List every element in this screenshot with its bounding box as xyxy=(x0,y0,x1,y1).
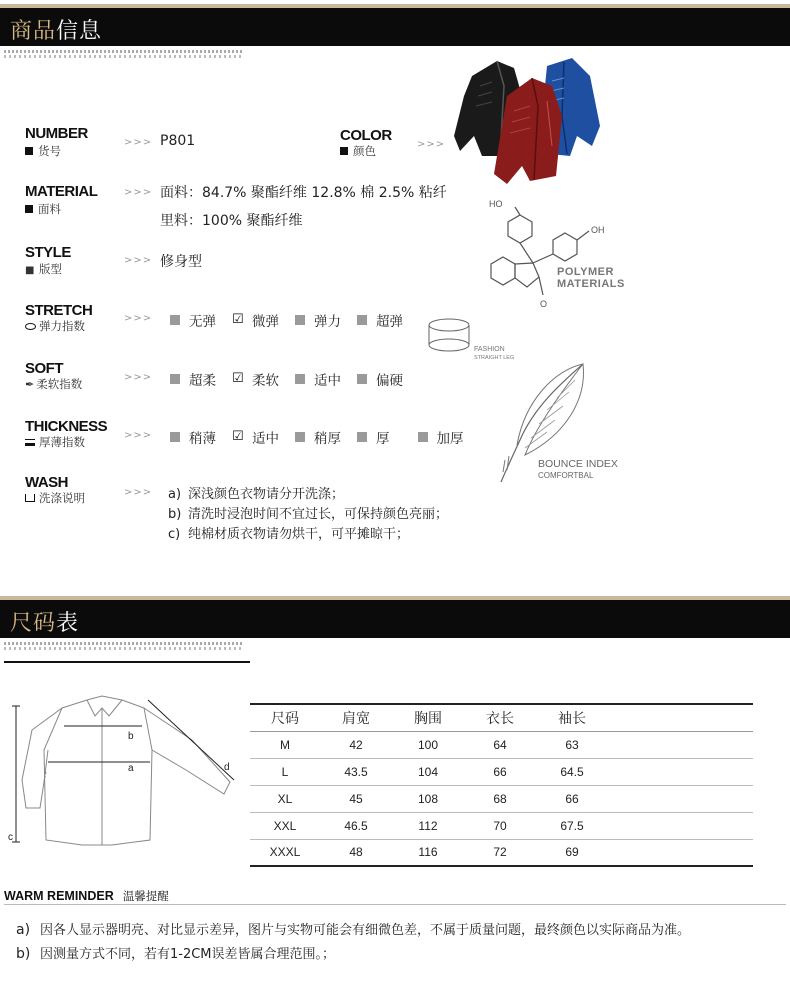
table-row xyxy=(250,785,753,812)
stretch-options xyxy=(170,310,419,330)
material-label: MATERIAL xyxy=(25,183,98,200)
table-cell: 67.5 xyxy=(536,812,608,839)
table-cell: 66 xyxy=(464,758,536,785)
color-label: COLOR xyxy=(340,127,392,144)
table-cell-empty xyxy=(608,785,753,812)
stretch-icon xyxy=(25,323,36,330)
thickness-label-cn: 厚薄指数 xyxy=(25,434,85,450)
table-cell: 48 xyxy=(320,839,392,866)
bounce-text: BOUNCE INDEX COMFORTBAL xyxy=(538,458,618,480)
warm-reminder-heading: WARM REMINDER 温馨提醒 xyxy=(4,889,169,903)
size-chart-title: 尺码表 xyxy=(10,611,80,636)
reminder-item: b) 因测量方式不同，若有1-2CM误差皆属合理范围。； xyxy=(16,946,336,962)
table-cell: XL xyxy=(250,785,320,812)
stretch-arrow: >>> xyxy=(124,313,153,324)
color-arrow: >>> xyxy=(417,139,446,150)
unchecked-box-icon xyxy=(170,432,180,442)
table-cell: 64 xyxy=(464,731,536,758)
table-row xyxy=(250,731,753,758)
square-icon xyxy=(340,147,348,155)
stretch-option: 超弹 xyxy=(357,310,403,330)
table-cell-empty xyxy=(608,758,753,785)
soft-option: 超柔 xyxy=(170,369,216,389)
checkbox-checked-icon: ☑ xyxy=(232,429,244,444)
material-line2: 里料：100% 聚酯纤维 xyxy=(160,213,303,229)
thickness-arrow: >>> xyxy=(124,430,153,441)
shirt-diagram xyxy=(2,690,247,850)
shirt-icon: ■ xyxy=(25,265,35,276)
header-cell: 袖长 xyxy=(536,704,608,731)
thickness-option: 稍厚 xyxy=(295,427,341,447)
product-info-header xyxy=(0,4,790,46)
header-cell-empty xyxy=(608,704,753,731)
table-cell: 63 xyxy=(536,731,608,758)
table-cell: 46.5 xyxy=(320,812,392,839)
stretch-label-cn: 弹力指数 xyxy=(25,318,85,334)
wash-label-cn: 洗涤说明 xyxy=(25,490,85,506)
thickness-option: 加厚 xyxy=(418,427,464,447)
header-cell: 衣长 xyxy=(464,704,536,731)
thickness-option: 厚 xyxy=(357,427,390,447)
checkbox-checked-icon: ☑ xyxy=(232,312,244,327)
table-cell: 42 xyxy=(320,731,392,758)
fashion-text: FASHION STRAIGHT LEG xyxy=(474,346,515,361)
style-value: 修身型 xyxy=(160,254,202,270)
unchecked-box-icon xyxy=(295,432,305,442)
unchecked-box-icon xyxy=(170,315,180,325)
wash-basin-icon xyxy=(25,494,35,502)
color-label-cn: 颜色 xyxy=(340,143,376,159)
wash-item: b) 清洗时浸泡时间不宜过长，可保持颜色亮丽； xyxy=(168,507,449,522)
soft-label-cn: ✒ 柔软指数 xyxy=(25,377,83,391)
soft-option-selected: ☑ 柔软 xyxy=(232,371,279,389)
square-icon xyxy=(25,205,33,213)
wash-item: c) 纯棉材质衣物请勿烘干，可平摊晾干； xyxy=(168,527,410,542)
thickness-label: THICKNESS xyxy=(25,418,108,435)
molecule-decoration xyxy=(485,195,645,315)
size-table xyxy=(250,703,753,867)
leg-shape-decoration xyxy=(425,315,475,360)
table-cell: M xyxy=(250,731,320,758)
unchecked-box-icon xyxy=(170,374,180,384)
table-cell: 72 xyxy=(464,839,536,866)
table-cell: 108 xyxy=(392,785,464,812)
soft-arrow: >>> xyxy=(124,372,153,383)
table-cell: L xyxy=(250,758,320,785)
style-label-cn: ■ 版型 xyxy=(25,262,62,276)
checkbox-checked-icon: ☑ xyxy=(232,371,244,386)
material-line1: 面料：84.7% 聚酯纤维 12.8% 棉 2.5% 粘纤 xyxy=(160,185,447,201)
header-cell: 肩宽 xyxy=(320,704,392,731)
table-cell: 112 xyxy=(392,812,464,839)
thickness-options xyxy=(170,427,480,447)
product-info-title: 商品信息 xyxy=(10,19,103,44)
stretch-option: 弹力 xyxy=(295,310,341,330)
table-cell: XXL xyxy=(250,812,320,839)
square-icon xyxy=(25,147,33,155)
decorative-fine-print xyxy=(4,642,244,650)
header-cell: 尺码 xyxy=(250,704,320,731)
soft-options xyxy=(170,369,419,389)
unchecked-box-icon xyxy=(357,374,367,384)
wash-arrow: >>> xyxy=(124,487,153,498)
unchecked-box-icon xyxy=(295,315,305,325)
table-cell: 66 xyxy=(536,785,608,812)
section-divider xyxy=(4,904,786,905)
diagram-label-d: d xyxy=(224,762,230,773)
material-arrow: >>> xyxy=(124,187,153,198)
polymer-text: POLYMER MATERIALS xyxy=(557,266,625,290)
unchecked-box-icon xyxy=(418,432,428,442)
table-row xyxy=(250,758,753,785)
thickness-option: 稍薄 xyxy=(170,427,216,447)
table-cell: 45 xyxy=(320,785,392,812)
unchecked-box-icon xyxy=(295,374,305,384)
style-label: STYLE xyxy=(25,244,71,261)
ho-label: HO xyxy=(489,199,503,209)
stretch-label: STRETCH xyxy=(25,302,93,319)
stretch-option-selected: ☑ 微弹 xyxy=(232,312,279,330)
section-divider xyxy=(4,661,250,663)
header-cell: 胸围 xyxy=(392,704,464,731)
material-label-cn: 面料 xyxy=(25,201,61,217)
diagram-label-a: a xyxy=(128,763,134,774)
o-label: O xyxy=(540,299,548,309)
table-cell: 104 xyxy=(392,758,464,785)
table-header-row xyxy=(250,704,753,731)
jackets-image xyxy=(452,56,607,186)
diagram-label-c: c xyxy=(8,832,13,843)
table-cell: 116 xyxy=(392,839,464,866)
stretch-option: 无弹 xyxy=(170,310,216,330)
soft-option: 适中 xyxy=(295,369,341,389)
number-label: NUMBER xyxy=(25,125,88,142)
table-row xyxy=(250,839,753,866)
table-cell-empty xyxy=(608,731,753,758)
reminder-item: a) 因各人显示器明亮、对比显示差异，图片与实物可能会有细微色差，不属于质量问题，最终颜色以实际商品为准。 xyxy=(16,922,691,938)
table-cell: XXXL xyxy=(250,839,320,866)
feather-icon: ✒ xyxy=(25,378,35,391)
layers-icon xyxy=(25,439,35,446)
style-arrow: >>> xyxy=(124,255,153,266)
table-cell-empty xyxy=(608,839,753,866)
table-cell: 69 xyxy=(536,839,608,866)
table-cell: 100 xyxy=(392,731,464,758)
wash-item: a) 深浅颜色衣物请分开洗涤； xyxy=(168,487,345,502)
soft-option: 偏硬 xyxy=(357,369,403,389)
table-cell-empty xyxy=(608,812,753,839)
table-row xyxy=(250,812,753,839)
number-arrow: >>> xyxy=(124,137,153,148)
unchecked-box-icon xyxy=(357,432,367,442)
diagram-label-b: b xyxy=(128,731,134,742)
soft-label: SOFT xyxy=(25,360,63,377)
oh-label: OH xyxy=(591,225,605,235)
size-chart-header xyxy=(0,596,790,638)
unchecked-box-icon xyxy=(357,315,367,325)
number-value: P801 xyxy=(160,133,196,149)
wash-label: WASH xyxy=(25,474,68,491)
table-cell: 43.5 xyxy=(320,758,392,785)
table-cell: 64.5 xyxy=(536,758,608,785)
table-cell: 70 xyxy=(464,812,536,839)
number-label-cn: 货号 xyxy=(25,143,61,159)
decorative-fine-print xyxy=(4,50,244,58)
table-cell: 68 xyxy=(464,785,536,812)
thickness-option-selected: ☑ 适中 xyxy=(232,429,279,447)
